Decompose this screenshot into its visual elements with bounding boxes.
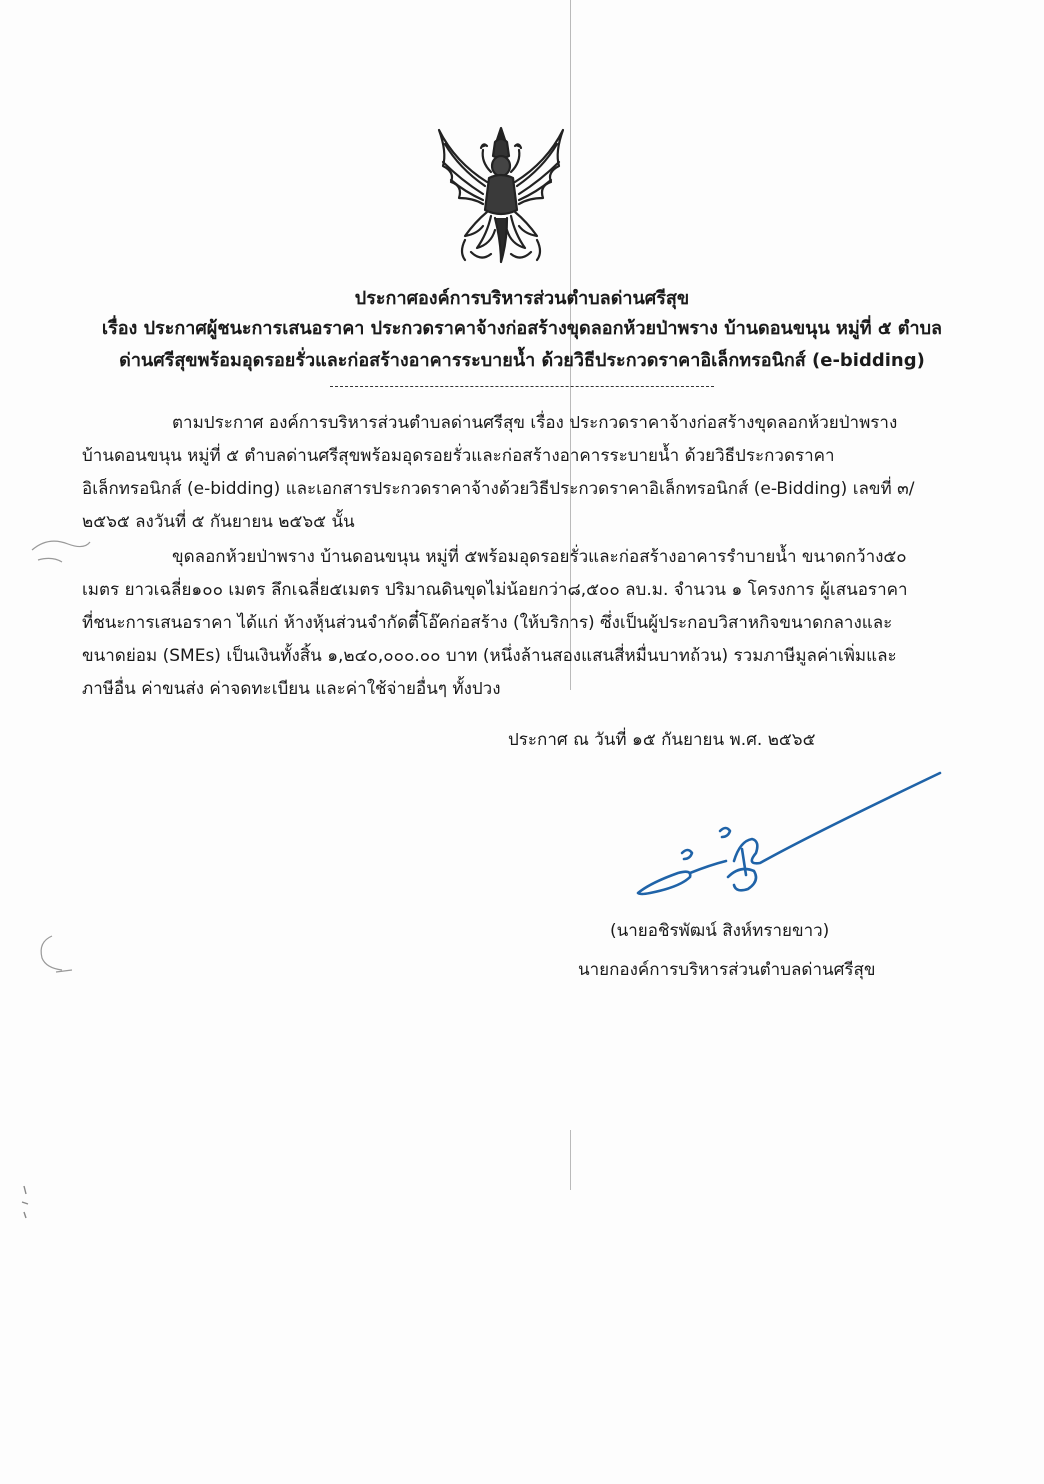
scan-fold-line-lower	[570, 1130, 571, 1190]
announcement-date: ประกาศ ณ วันที่ ๑๕ กันยายน พ.ศ. ๒๕๖๕	[508, 730, 816, 750]
scan-mark	[28, 530, 98, 570]
announcement-subject-line-2: ด่านศรีสุขพร้อมอุดรอยรั่วและก่อสร้างอาคารระบายน้ำ ด้วยวิธีประกวดราคาอิเล็กทรอนิกส์ (e-bidding)	[119, 350, 925, 371]
paragraph2-line: เมตร ยาวเฉลี่ย๑๐๐ เมตร ลึกเฉลี่ย๕เมตร ปริมาณดินขุดไม่น้อยกว่า๘,๕๐๐ ลบ.ม. จำนวน ๑ โครงการ ผู้เสนอราคา	[82, 580, 908, 600]
paragraph2-line: ขนาดย่อม (SMEs) เป็นเงินทั้งสิ้น ๑,๒๔๐,๐๐๐.๐๐ บาท (หนึ่งล้านสองแสนสี่หมื่นบาทถ้วน) รวมภาษีมูลค่าเพิ่มและ	[82, 646, 897, 666]
announcement-subject-line-1: เรื่อง ประกาศผู้ชนะการเสนอราคา ประกวดราคาจ้างก่อสร้างขุดลอกห้วยป่าพราง บ้านดอนขนุน หมู่ที่ ๕ ตำบล	[101, 318, 943, 339]
signer-name: (นายอชิรพัฒน์ สิงห์ทรายขาว)	[610, 921, 830, 941]
paragraph1-line: บ้านดอนขนุน หมู่ที่ ๕ ตำบลด่านศรีสุขพร้อมอุดรอยรั่วและก่อสร้างอาคารระบายน้ำ ด้วยวิธีประกวดราคา	[82, 446, 835, 466]
header-divider	[330, 386, 714, 387]
paragraph2-line: ขุดลอกห้วยป่าพราง บ้านดอนขนุน หมู่ที่ ๕พร้อมอุดรอยรั่วและก่อสร้างอาคารรำบายน้ำ ขนาดกว้าง๕๐	[172, 547, 907, 567]
handwritten-signature	[630, 765, 950, 915]
garuda-emblem-icon	[425, 122, 577, 270]
paragraph2-line: ที่ชนะการเสนอราคา ได้แก่ ห้างหุ้นส่วนจำกัดตี๋โอ๊คก่อสร้าง (ให้บริการ) ซึ่งเป็นผู้ประกอบวิสาหกิจขนาดกลางและ	[82, 613, 893, 633]
paragraph1-line: ๒๕๖๕ ลงวันที่ ๕ กันยายน ๒๕๖๕ นั้น	[82, 512, 355, 532]
scan-mark	[18, 1182, 34, 1222]
signer-position: นายกองค์การบริหารส่วนตำบลด่านศรีสุข	[578, 960, 876, 980]
paragraph1-line: ตามประกาศ องค์การบริหารส่วนตำบลด่านศรีสุข เรื่อง ประกวดราคาจ้างก่อสร้างขุดลอกห้วยป่าพราง	[172, 413, 898, 433]
paragraph2-line: ภาษีอื่น ค่าขนส่ง ค่าจดทะเบียน และค่าใช้จ่ายอื่นๆ ทั้งปวง	[82, 679, 501, 699]
announcement-title: ประกาศองค์การบริหารส่วนตำบลด่านศรีสุข	[354, 288, 690, 309]
paragraph1-line: อิเล็กทรอนิกส์ (e-bidding) และเอกสารประกวดราคาจ้างด้วยวิธีประกวดราคาอิเล็กทรอนิกส์ (e-Bidding) เลขที่ ๓/	[82, 479, 915, 499]
scan-mark	[32, 932, 82, 976]
